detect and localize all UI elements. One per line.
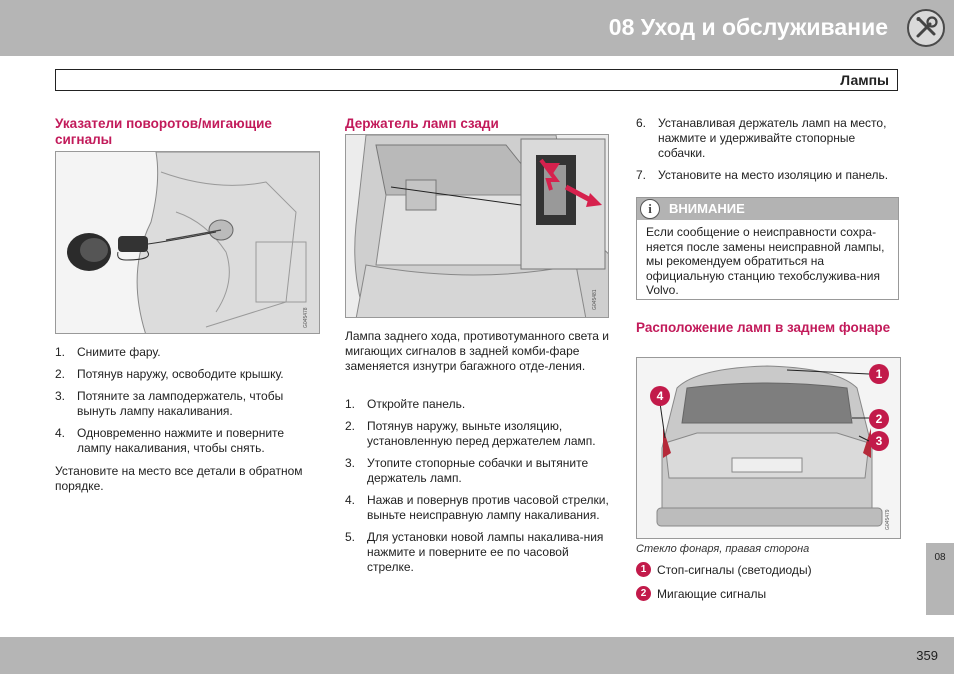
figure-headlamp-bulb	[55, 151, 320, 334]
section-header-box	[55, 69, 898, 91]
list-item: 7. Установите на место изоляцию и панель.	[636, 168, 889, 182]
list-item: 5. Для установки новой лампы накалива-ния нажмите и поверните ее по часовой стрелке.	[345, 530, 604, 574]
warning-text: Если сообщение о неисправности сохра-няется после замены неисправной лампы, мы рекомендуем обратиться на официальную станцию техобслужива-ния Volvo.	[646, 225, 885, 297]
intro-paragraph: Лампа заднего хода, противотуманного света и мигающих сигналов в задней комби-фаре заменяется изнутри багажного отде-ления.	[345, 329, 610, 373]
wrench-screwdriver-icon	[907, 9, 945, 47]
heading-rear-lamp-holder: Держатель ламп сзади	[345, 116, 499, 131]
closing-paragraph: Установите на место все детали в обратном порядке.	[55, 464, 303, 493]
figure-code: G045479	[885, 509, 891, 530]
list-item: 3. Потяните за ламподержатель, чтобы вынуть лампу накаливания.	[55, 389, 284, 418]
warning-box	[636, 197, 899, 300]
callout-4: 4	[656, 389, 664, 403]
list-item: 4. Одновременно нажмите и поверните лампу накаливания, чтобы снять.	[55, 426, 285, 455]
callout-badge: 1	[636, 562, 651, 577]
heading-turn-signals: Указатели поворотов/мигающие сигналы	[55, 116, 272, 147]
heading-rear-lamp-layout: Расположение ламп в заднем фонаре	[636, 320, 891, 335]
figure-rear-lamp-holder	[345, 134, 609, 318]
list-item: 1. Снимите фару.	[55, 345, 161, 359]
list-item: 4. Нажав и повернув против часовой стрелки, выньте неисправную лампу накаливания.	[345, 493, 609, 522]
figure-code: G045478	[303, 307, 309, 328]
warning-header	[637, 198, 898, 220]
callout-3: 3	[875, 434, 883, 448]
side-tab-label: 08	[934, 552, 946, 563]
callout-1: 1	[875, 367, 883, 381]
figure-caption: Стекло фонаря, правая сторона	[636, 543, 810, 555]
legend-item: 1 Стоп-сигналы (светодиоды)	[636, 562, 812, 580]
list-item: 3. Утопите стопорные собачки и вытяните держатель ламп.	[345, 456, 589, 485]
figure-code: G045481	[592, 289, 598, 310]
list-item: 6. Устанавливая держатель ламп на место, нажмите и удерживайте стопорные собачки.	[636, 116, 887, 160]
list-item: 2. Потянув наружу, освободите крышку.	[55, 367, 284, 381]
callout-badge: 2	[636, 586, 651, 601]
list-item: 1. Откройте панель.	[345, 397, 466, 411]
steps-list-col1	[55, 345, 320, 463]
warning-title: ВНИМАНИЕ	[669, 201, 745, 216]
section-title: Лампы	[840, 72, 889, 88]
legend-item: 2 Мигающие сигналы	[636, 586, 766, 604]
footer-bar	[0, 637, 954, 674]
header-bar	[0, 0, 954, 56]
steps-list-col2	[345, 397, 610, 582]
chapter-side-tab	[926, 543, 954, 615]
steps-list-col3	[636, 116, 901, 190]
list-item: 2. Потянув наружу, выньте изоляцию, установленную перед держателем ламп.	[345, 419, 596, 448]
info-icon: i	[640, 199, 660, 219]
page-number: 359	[916, 648, 938, 663]
callout-2: 2	[875, 412, 883, 426]
chapter-title: 08 Уход и обслуживание	[608, 14, 888, 40]
figure-rear-lamp-layout	[636, 357, 901, 539]
